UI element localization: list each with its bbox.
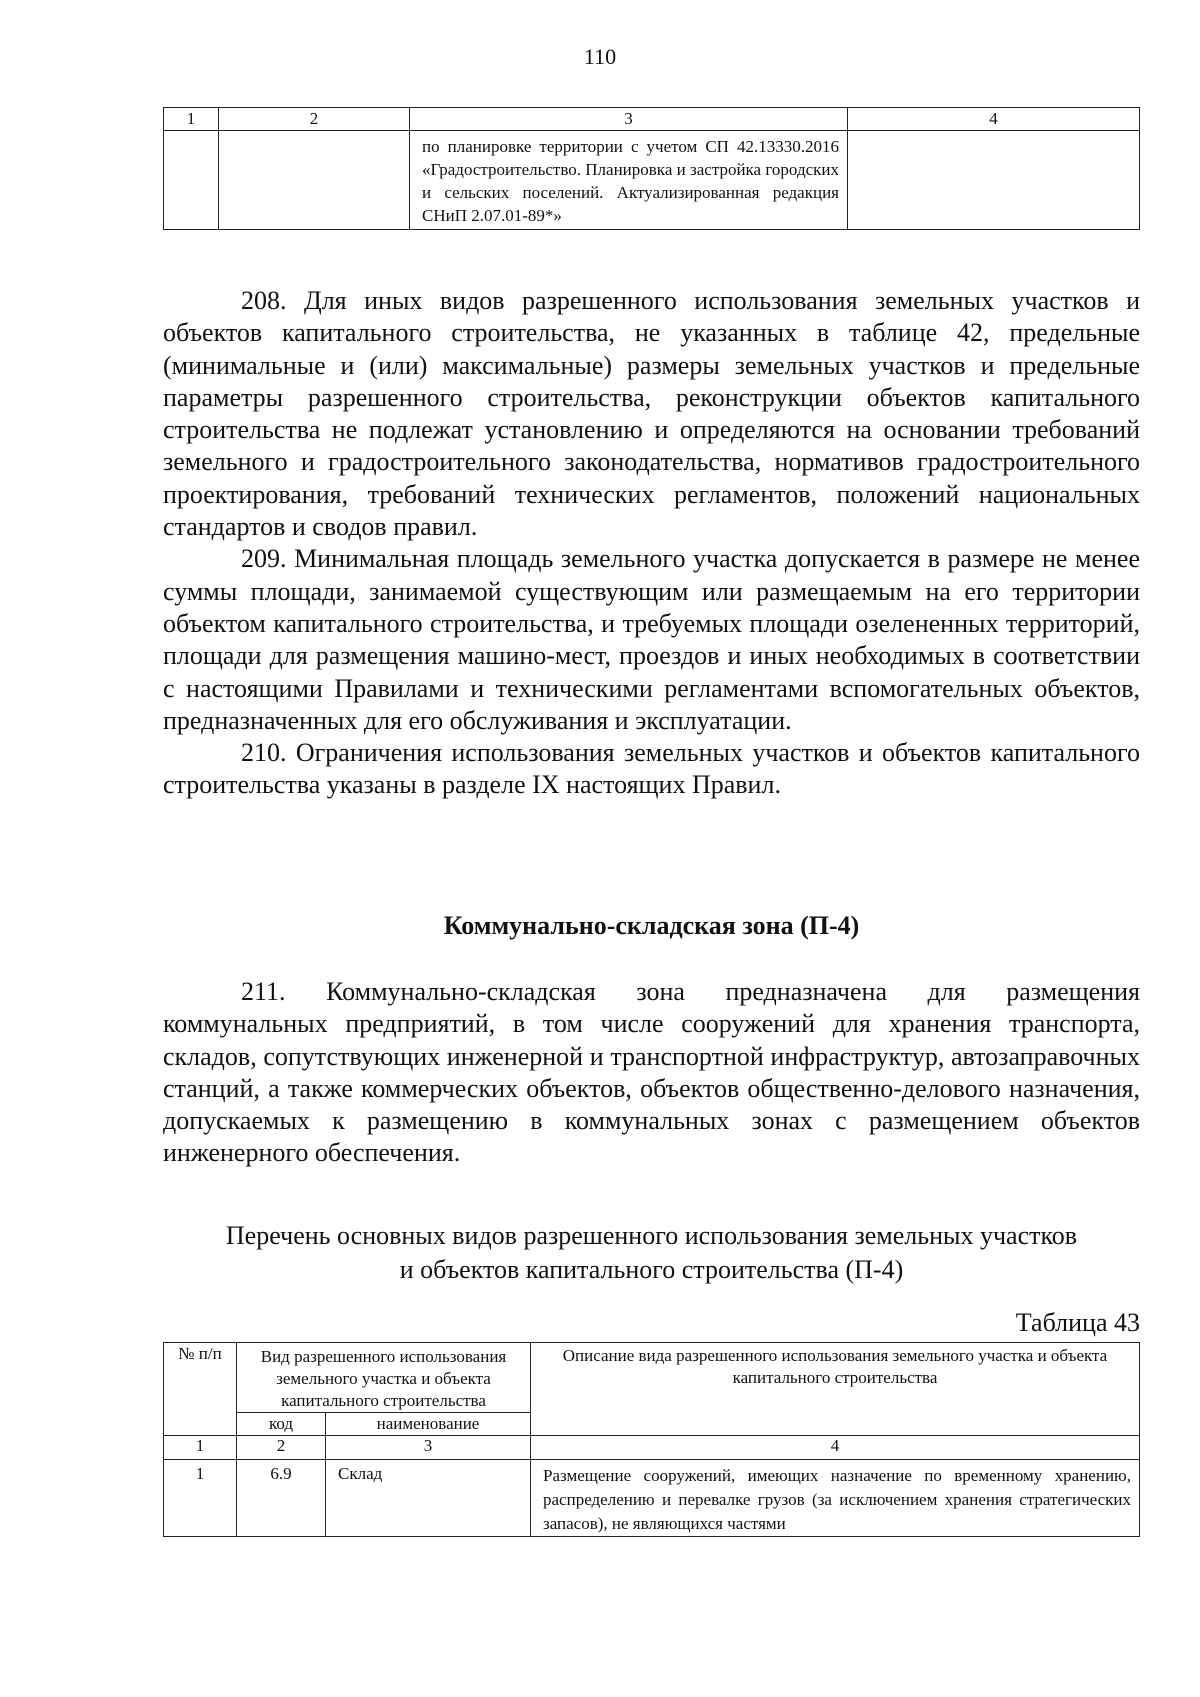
column-number: 1 bbox=[164, 108, 219, 131]
header-description: Описание вида разрешенного использования земельного участка и объекта капитального строительства bbox=[531, 1343, 1140, 1436]
row-code: 6.9 bbox=[237, 1460, 326, 1537]
header-kind: Вид разрешенного использования земельного участка и объекта капитального строительства bbox=[237, 1343, 531, 1413]
column-number: 4 bbox=[848, 108, 1140, 131]
paragraph-208: 208. Для иных видов разрешенного использования земельных участков и объектов капитального строительства, не указанных в таблице 42, предельные (минимальные и (или) максимальные) размеры земельных участков и предельные параметры разрешенного строительства, реконструкции объектов капитального строительства не подлежат установлению и определяются на основании требований земельного и градостроительного законодательства, нормативов градостроительного проектирования, требований технических регламентов, положений национальных стандартов и сводов правил. bbox=[163, 286, 1140, 542]
section-heading: Коммунально-складская зона (П-4) bbox=[443, 911, 860, 940]
row-name: Склад bbox=[326, 1460, 531, 1537]
list-title-line: и объектов капитального строительства (П-4) bbox=[399, 1255, 904, 1284]
table-colnum-row bbox=[164, 1436, 1140, 1460]
table-cell: по планировке территории с учетом СП 42.13330.2016 «Градостроительство. Планировка и застройка городских и сельских поселений. Актуализированная редакция СНиП 2.07.01-89*» bbox=[410, 131, 848, 230]
table-label: Таблица 43 bbox=[1015, 1308, 1140, 1337]
body-text-block bbox=[163, 976, 1140, 1170]
paragraph-209: 209. Минимальная площадь земельного участка допускается в размере не менее суммы площади, занимаемой существующим или размещаемым на его территории объектом капитального строительства, и требуемых площади озелененных территорий, площади для размещения машино-мест, проездов и иных необходимых в соответствии с настоящими Правилами и техническими регламентами вспомогательных объектов, предназначенных для его обслуживания и эксплуатации. bbox=[163, 544, 1140, 735]
page-number: 110 bbox=[583, 44, 617, 69]
column-number: 3 bbox=[410, 108, 848, 131]
header-number: № п/п bbox=[164, 1343, 237, 1436]
table-cell bbox=[848, 131, 1140, 230]
list-title bbox=[163, 1219, 1140, 1287]
header-code: код bbox=[237, 1413, 326, 1436]
row-number: 1 bbox=[164, 1460, 237, 1537]
table-header-row bbox=[164, 108, 1140, 131]
paragraph-211: 211. Коммунально-складская зона предназначена для размещения коммунальных предприятий, в том числе сооружений для хранения транспорта, складов, сопутствующих инженерной и транспортной инфраструктур, автозаправочных станций, а также коммерческих объектов, объектов общественно-делового назначения, допускаемых к размещению в коммунальных зонах с размещением объектов инженерного обеспечения. bbox=[163, 977, 1140, 1168]
continuation-table bbox=[163, 107, 1140, 230]
column-number: 2 bbox=[219, 108, 410, 131]
list-title-line: Перечень основных видов разрешенного использования земельных участков bbox=[225, 1221, 1078, 1250]
row-description: Размещение сооружений, имеющих назначение по временному хранению, распределению и перевалке грузов (за исключением хранения стратегических запасов), не являющихся частями bbox=[531, 1460, 1140, 1537]
table-43 bbox=[163, 1342, 1140, 1537]
body-text-block bbox=[163, 285, 1140, 802]
table-row bbox=[164, 131, 1140, 230]
table-cell bbox=[219, 131, 410, 230]
column-number: 4 bbox=[531, 1436, 1140, 1460]
column-number: 1 bbox=[164, 1436, 237, 1460]
table-row bbox=[164, 1460, 1140, 1537]
column-number: 2 bbox=[237, 1436, 326, 1460]
paragraph-210: 210. Ограничения использования земельных участков и объектов капитального строительства указаны в разделе IX настоящих Правил. bbox=[163, 738, 1140, 800]
column-number: 3 bbox=[326, 1436, 531, 1460]
table-cell bbox=[164, 131, 219, 230]
table-header-row bbox=[164, 1343, 1140, 1413]
header-name: наименование bbox=[326, 1413, 531, 1436]
